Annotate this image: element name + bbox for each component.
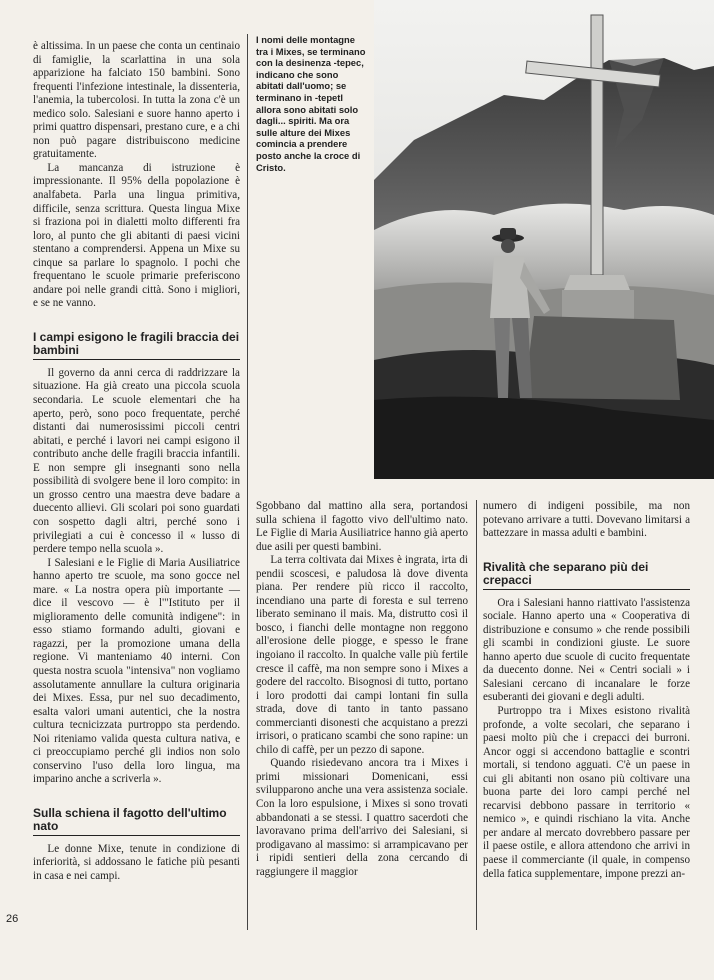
paragraph: Quando risiedevano ancora tra i Mixes i primi missionari Domenicani, essi svilupparono anche una vera assistenza sociale. Con la loro espulsione, i Mixes si sono trovati abbandonati a se stessi. I quattro sacerdoti che lavoravano prima dell'arrivo dei Salesiani, si prodigavano al massimo: si arrampicavano per i ripidi sentieri della zona cercando di raggiungere il maggior — [256, 757, 468, 878]
section-heading: I campi esigono le fragili braccia dei bambini — [33, 331, 240, 360]
section-heading: Sulla schiena il fagotto dell'ultimo nato — [33, 807, 240, 836]
paragraph: Purtroppo tra i Mixes esistono rivalità profonde, a volte secolari, che separano i paesi molto più che i crepacci dei burroni. Ancor oggi si accendono battaglie e scontri mortali, si tendono agguati. C'è un paese in cui gli abitanti non osano più coltivare una buona parte dei loro campi perché nel recarvisi debbono passare in territorio « nemico », e quindi rischiano la vita. Anche per andare al mercato dovrebbero passare per il paese ostile, e allora attendono che arrivi in paese il commerciante (il quale, in compenso della fatica supplementare, impone prezzi an- — [483, 705, 690, 880]
mountain-cross-photo-icon — [374, 0, 714, 479]
paragraph: Sgobbano dal mattino alla sera, portandosi sulla schiena il fagotto vivo dell'ultimo nato. Le Figlie di Maria Ausiliatrice hanno già aperto due asili per questi bambini. — [256, 500, 468, 553]
paragraph: Il governo da anni cerca di raddrizzare la situazione. Ha già creato una piccola scuola secondaria. Le scuole elementari che ha aperto, però, sono poco frequentate, perché distanti dai numerosissimi piccoli centri abitati, e perché i lavori nei campi esigono il contributo anche delle fragili braccia infantili. E non sempre gli insegnanti sono nella possibilità di svolgere bene il loro compito: in un grosso centro una maestra deve badare a duecento allievi. Gli scolari poi sono guardati con sospetto dagli altri, perché sono i privilegiati a cui è concesso il « lusso di perdere tempo nella scuola ». — [33, 366, 240, 556]
column-divider — [247, 34, 248, 930]
section-heading: Rivalità che separano più dei crepacci — [483, 561, 690, 590]
paragraph: è altissima. In un paese che conta un centinaio di famiglie, la scarlattina in una sola apparizione ha falciato 150 bambini. Sono frequenti l'infezione intestinale, la dissenteria, l'anemia, la tubercolosi. In tutta la zona c'è un medico solo. Salesiani e suore hanno aperto i primi quattro dispensari, prestano cure, e a chi non può pagare distribuiscono medicine gratuitamente. — [33, 40, 240, 161]
page-number: 26 — [6, 913, 19, 925]
column-middle — [256, 500, 468, 879]
paragraph: Le donne Mixe, tenute in condizione di inferiorità, si addossano le fatiche più pesanti in casa e nei campi. — [33, 842, 240, 882]
column-right — [483, 500, 690, 881]
mountain-cross-photo — [374, 0, 714, 479]
paragraph: La terra coltivata dai Mixes è ingrata, irta di pendii scoscesi, e paludosa là dove diventa piana. Per rendere più ricco il raccolto, incendiano una parte di foresta e sul terreno liberato seminano il mais. Ma, distrutto così il bosco, i fianchi delle montagne non reggono all'erosione delle piogge, e spesso le frane ingoiano il raccolto. In qualche valle più fertile cresce il caffè, ma non sempre sono i Mixes a godere del raccolto. Bisognosi di tutto, portano i loro prodotti dai campi lontani fin sulla strada, dove di tanto in tanto passano commercianti disonesti che acquistano a prezzi irrisori, o praticano scambi che sono rapine: un chilo di caffè, per un pezzo di sapone. — [256, 554, 468, 756]
paragraph: I Salesiani e le Figlie di Maria Ausiliatrice hanno aperto tre scuole, ma sono gocce nel mare. « La nostra opera più importante — dice il vescovo — è l'"Istituto per il miglioramento delle comunità indigene": in esso stiamo formando adulti, giovani e ragazzi, per la promozione umana della regione. Vi manteniamo 40 interni. Con questa nostra scuola "intensiva" non vogliamo assolutamente annullare la cultura originaria dei Mixes. Essa, pur nel suo decadimento, esalta valori umani autentici, che la nostra cultura tecnicizzata purtroppo sta perdendo. Noi riteniamo valida questa cultura nativa, e ci preoccupiamo perché gli indios non solo conservino l'uso della loro lingua, ma imparino anche a scriverla ». — [33, 556, 240, 786]
paragraph: Ora i Salesiani hanno riattivato l'assistenza sociale. Hanno aperto una « Cooperativa di distribuzione e consumo » che rende possibili gli scambi in condizioni giuste. Le suore hanno aperto due scuole di cucito frequentate da duecento donne. Nei « Centri sociali » i Salesiani cercano di incanalare le forze esuberanti dei giovani e degli adulti. — [483, 596, 690, 704]
column-divider — [476, 500, 477, 930]
paragraph: numero di indigeni possibile, ma non potevano arrivare a tutti. Dovevano limitarsi a battezzare in massa adulti e bambini. — [483, 500, 690, 540]
photo-caption: I nomi delle montagne tra i Mixes, se terminano con la desinenza -tepec, indicano che sono abitati dall'uomo; se terminano in -tepetl allora sono abitati solo dagli... spiriti. Ma ora sulle alture dei Mixes comincia a prendere posto anche la croce di Cristo. — [256, 34, 366, 173]
paragraph: La mancanza di istruzione è impressionante. Il 95% della popolazione è analfabeta. Parla una lingua primitiva, difficile, senza scrittura. Questa lingua Mixe si fraziona poi in dialetti molto differenti fra loro, al punto che gli abitanti di paesi vicini stentano a comprendersi. Appena un Mixe su cinque sa parlare lo spagnolo. I pochi che frequentano le scuole primarie preferiscono andare poi nelle grandi città. Sono i migliori, e se ne vanno. — [33, 161, 240, 310]
column-left — [33, 40, 240, 884]
